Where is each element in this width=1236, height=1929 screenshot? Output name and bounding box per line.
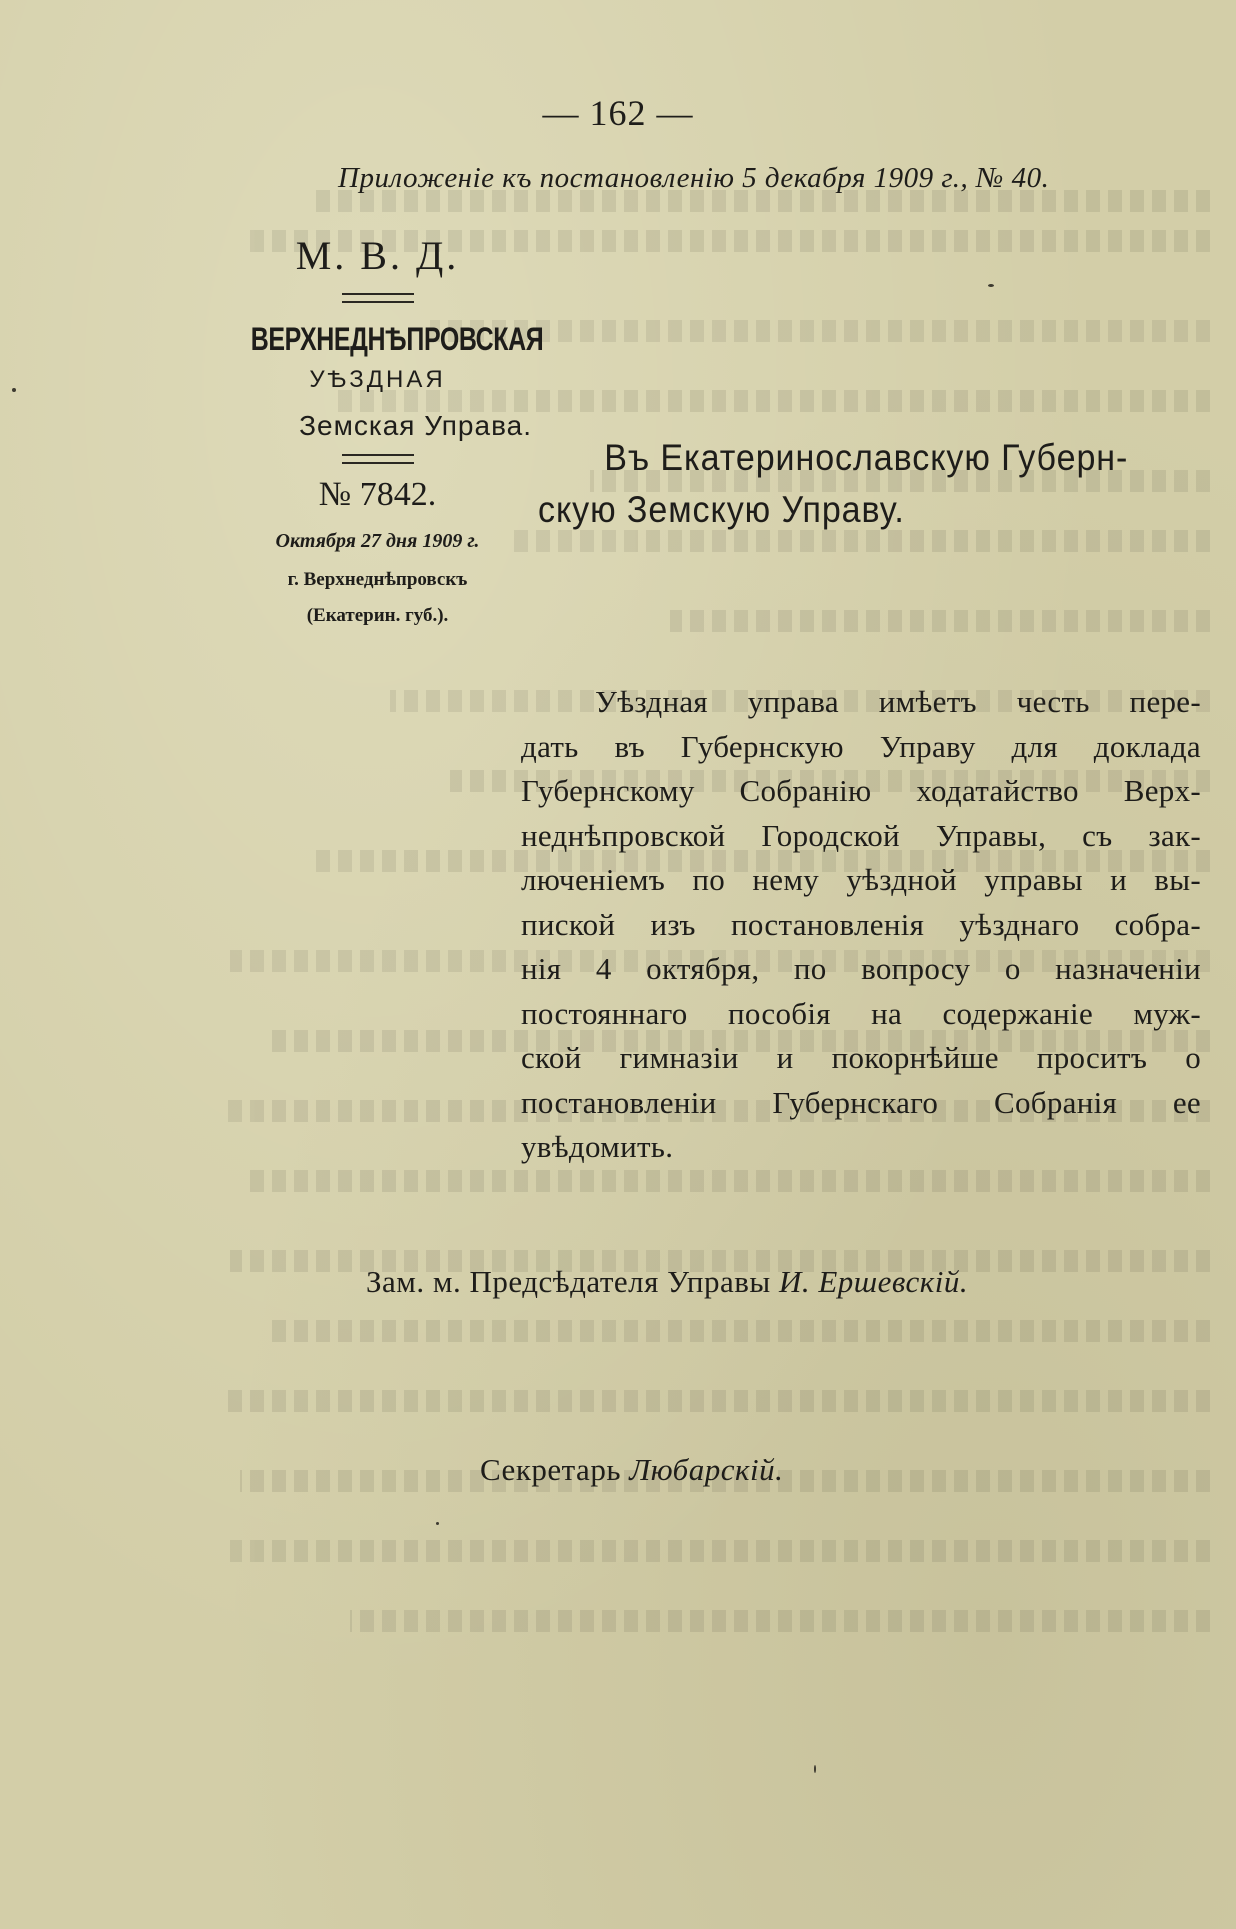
- document-date: Октября 27 дня 1909 г.: [275, 530, 480, 552]
- body-line: Уѣздная управа имѣетъ честь пере-: [595, 684, 1201, 719]
- addressee-line: скую Земскую Управу.: [538, 489, 905, 530]
- body-line: неднѣпровской Городской Управы, съ зак-: [521, 817, 1201, 853]
- appendix-note: Приложенiе къ постановленiю 5 декабря 1909 г., № 40.: [338, 162, 1050, 194]
- body-line: дать въ Губернскую Управу для доклада: [521, 728, 1201, 764]
- divider: [342, 293, 414, 303]
- secretary-name: Любарскiй.: [629, 1452, 784, 1487]
- paper-speck: [12, 388, 16, 392]
- body-line: постояннаго пособiя на содержанiе муж-: [521, 995, 1201, 1031]
- deputy-title: Зам. м. Предсѣдателя Управы: [366, 1264, 771, 1299]
- letter-body: [521, 680, 1201, 1170]
- addressee: [538, 432, 1128, 536]
- body-line: нiя 4 октября, по вопросу о назначенiи: [521, 951, 1201, 986]
- body-line: Губернскому Собранiю ходатайство Верх-: [521, 773, 1201, 808]
- document-number: № 7842.: [318, 476, 437, 513]
- paper-speck: [988, 284, 994, 287]
- body-line: ской гимназiи и покорнѣйше проситъ о: [521, 1040, 1201, 1075]
- secretary-signature: [480, 1452, 783, 1488]
- body-line: люченiемъ по нему уѣздной управы и вы-: [521, 862, 1201, 897]
- divider: [342, 454, 414, 464]
- body-line: пиской изъ постановленiя уѣзднаго собра-: [521, 906, 1201, 942]
- body-line: увѣдомить.: [521, 1129, 674, 1164]
- paper-speck: [436, 1522, 439, 1525]
- document-province: (Екатерин. губ.).: [306, 605, 449, 626]
- body-line: постановленiи Губернскаго Собранiя ее: [521, 1084, 1201, 1120]
- document-city: г. Верхнеднѣпровскъ: [287, 569, 468, 590]
- deputy-signature: [366, 1264, 968, 1300]
- page-number: — 162 —: [542, 93, 694, 133]
- board-name: ВЕРХНЕДНѢПРОВСКАЯ: [250, 321, 544, 357]
- deputy-name: И. Ершевскiй.: [778, 1264, 969, 1299]
- secretary-title: Секретарь: [480, 1452, 621, 1487]
- board-subtitle: УѢЗДНАЯ: [309, 366, 446, 393]
- addressee-line: Въ Екатеринославскую Губерн-: [604, 437, 1129, 478]
- letterhead: [215, 232, 544, 627]
- paper-speck: [814, 1765, 816, 1773]
- board-type: Земская Управа.: [299, 410, 532, 441]
- ministry-abbreviation: М. В. Д.: [295, 233, 460, 278]
